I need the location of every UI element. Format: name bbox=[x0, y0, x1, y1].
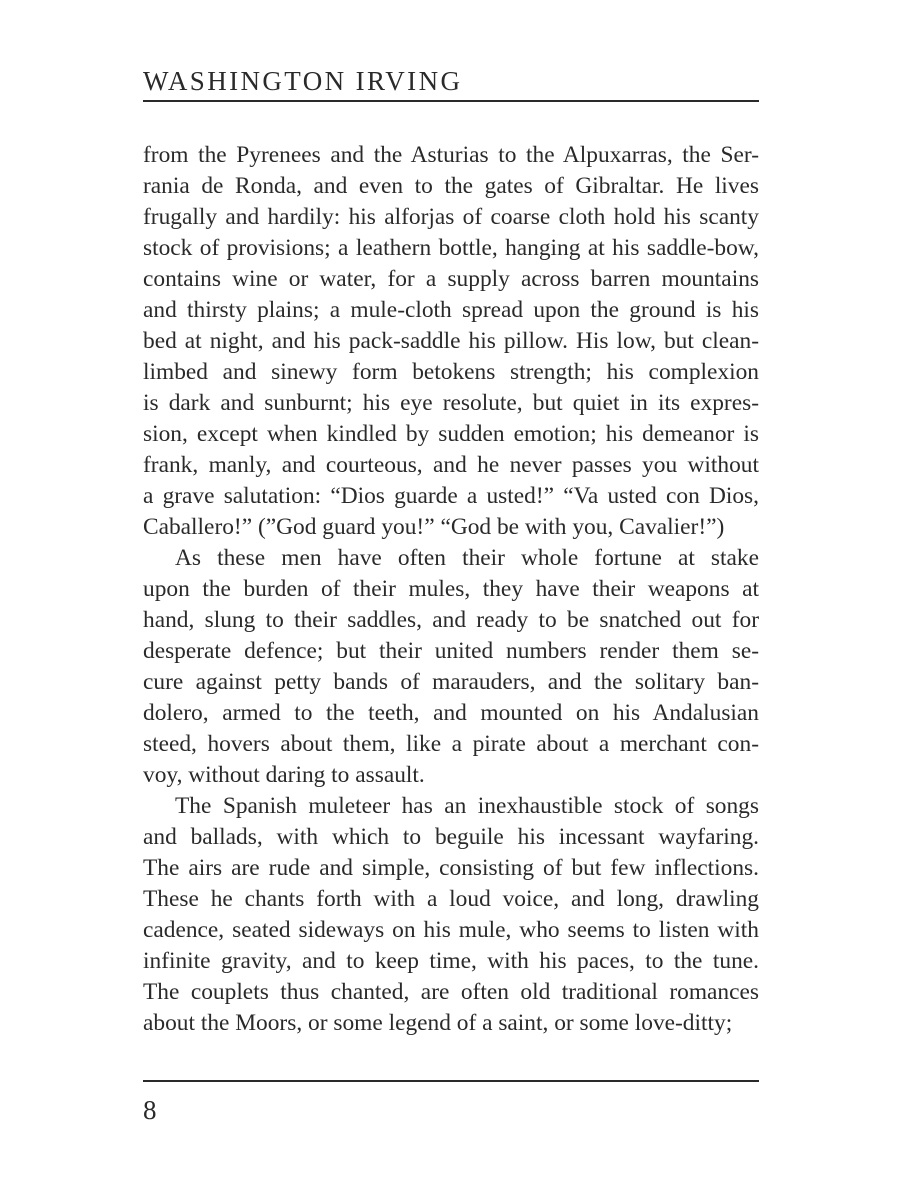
text-line: a grave salutation: “Dios guarde a usted!” “Va usted con Dios, bbox=[143, 483, 759, 509]
text-line: and thirsty plains; a mule-cloth spread upon the ground is his bbox=[143, 297, 759, 323]
page-number: 8 bbox=[143, 1095, 157, 1125]
text-line: The airs are rude and simple, consisting of but few inflections. bbox=[143, 855, 759, 881]
text-line: about the Moors, or some legend of a saint, or some love-ditty; bbox=[143, 1010, 733, 1036]
book-page bbox=[143, 0, 759, 1200]
text-line: cure against petty bands of marauders, and the solitary ban- bbox=[143, 669, 759, 695]
text-line: from the Pyrenees and the Asturias to the Alpuxarras, the Ser- bbox=[143, 142, 759, 168]
text-line: frugally and hardily: his alforjas of coarse cloth hold his scanty bbox=[143, 204, 759, 230]
text-line: bed at night, and his pack-saddle his pillow. His low, but clean- bbox=[143, 328, 759, 354]
text-line: The Spanish muleteer has an inexhaustible stock of songs bbox=[175, 793, 759, 819]
paragraph bbox=[143, 543, 759, 791]
text-line: dolero, armed to the teeth, and mounted on his Andalusian bbox=[143, 700, 759, 726]
text-line: As these men have often their whole fortune at stake bbox=[175, 545, 759, 571]
text-line: cadence, seated sideways on his mule, who seems to listen with bbox=[143, 917, 759, 943]
text-line: rania de Ronda, and even to the gates of Gibraltar. He lives bbox=[143, 173, 759, 199]
text-line: limbed and sinewy form betokens strength; his complexion bbox=[143, 359, 759, 385]
text-line: infinite gravity, and to keep time, with his paces, to the tune. bbox=[143, 948, 759, 974]
text-line: These he chants forth with a loud voice, and long, drawling bbox=[143, 886, 759, 912]
text-line: Caballero!” (”God guard you!” “God be with you, Cavalier!”) bbox=[143, 514, 725, 540]
text-line: stock of provisions; a leathern bottle, hanging at his saddle-bow, bbox=[143, 235, 759, 261]
text-line: contains wine or water, for a supply across barren mountains bbox=[143, 266, 759, 292]
text-line: is dark and sunburnt; his eye resolute, but quiet in its expres- bbox=[143, 390, 759, 416]
paragraph bbox=[143, 791, 759, 1039]
text-line: frank, manly, and courteous, and he never passes you without bbox=[143, 452, 759, 478]
text-line: hand, slung to their saddles, and ready to be snatched out for bbox=[143, 607, 759, 633]
running-head: WASHINGTON IRVING bbox=[143, 66, 463, 96]
footer-rule bbox=[143, 1080, 759, 1082]
text-line: and ballads, with which to beguile his incessant wayfaring. bbox=[143, 824, 759, 850]
body-text bbox=[143, 140, 759, 1039]
header-rule bbox=[143, 100, 759, 102]
text-line: upon the burden of their mules, they have their weapons at bbox=[143, 576, 759, 602]
text-line: steed, hovers about them, like a pirate about a merchant con- bbox=[143, 731, 759, 757]
paragraph bbox=[143, 140, 759, 543]
text-line: sion, except when kindled by sudden emotion; his demeanor is bbox=[143, 421, 759, 447]
text-line: The couplets thus chanted, are often old traditional romances bbox=[143, 979, 759, 1005]
text-line: voy, without daring to assault. bbox=[143, 762, 425, 788]
text-line: desperate defence; but their united numbers render them se- bbox=[143, 638, 759, 664]
